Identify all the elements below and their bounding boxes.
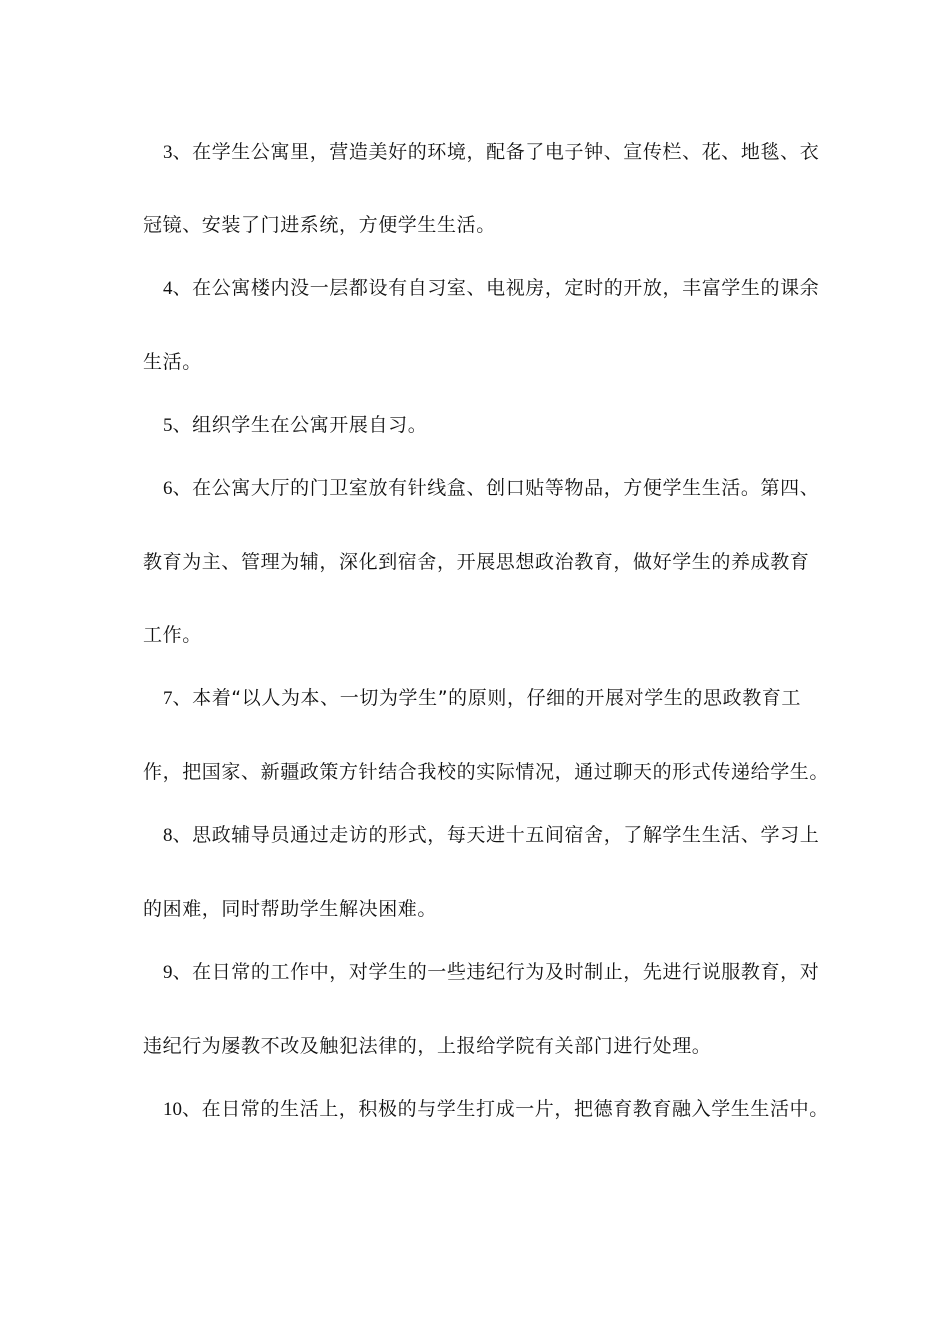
paragraph-text: 违纪行为屡教不改及触犯法律的，上报给学院有关部门进行处理。 xyxy=(143,1035,712,1057)
item-number: 9 xyxy=(163,962,173,983)
item-number: 6 xyxy=(163,478,173,499)
paragraph-6-line-1 xyxy=(163,475,819,501)
paragraph-text: 、组织学生在公寓开展自习。 xyxy=(172,414,428,436)
paragraph-6-line-3 xyxy=(143,622,202,648)
paragraph-3-line-1 xyxy=(163,139,819,165)
paragraph-9-line-2 xyxy=(143,1033,711,1059)
paragraph-3-line-2 xyxy=(143,212,496,238)
paragraph-text: 教育为主、管理为辅，深化到宿舍，开展思想政治教育，做好学生的养成教育 xyxy=(143,551,810,573)
paragraph-8-line-1 xyxy=(163,822,819,848)
item-number: 5 xyxy=(163,415,173,436)
paragraph-text: 、在日常的工作中，对学生的一些违纪行为及时制止，先进行说服教育，对 xyxy=(172,961,820,983)
paragraph-text: 、思政辅导员通过走访的形式，每天进十五间宿舍，了解学生生活、学习上 xyxy=(172,824,820,846)
paragraph-7-line-1 xyxy=(163,685,801,711)
paragraph-text: 生活。 xyxy=(143,351,202,373)
item-number: 10 xyxy=(163,1099,182,1120)
paragraph-text: 、在公寓大厅的门卫室放有针线盒、创口贴等物品，方便学生生活。第四、 xyxy=(172,477,820,499)
paragraph-text: 工作。 xyxy=(143,624,202,646)
paragraph-9-line-1 xyxy=(163,959,819,985)
paragraph-text: 作，把国家、新疆政策方针结合我校的实际情况，通过聊天的形式传递给学生。 xyxy=(143,761,830,783)
item-number: 4 xyxy=(163,278,173,299)
paragraph-text: 、在学生公寓里，营造美好的环境，配备了电子钟、宣传栏、花、地毯、衣 xyxy=(172,141,820,163)
paragraph-4-line-1 xyxy=(163,275,819,301)
paragraph-text: 冠镜、安装了门进系统，方便学生生活。 xyxy=(143,214,496,236)
paragraph-7-line-2 xyxy=(143,759,829,785)
item-number: 3 xyxy=(163,142,173,163)
paragraph-text: 的困难，同时帮助学生解决困难。 xyxy=(143,898,438,920)
paragraph-6-line-2 xyxy=(143,549,809,575)
paragraph-10-line-1 xyxy=(163,1096,829,1122)
paragraph-4-line-2 xyxy=(143,349,202,375)
paragraph-5-line-1 xyxy=(163,412,427,438)
paragraph-text: 、在公寓楼内没一层都设有自习室、电视房，定时的开放，丰富学生的课余 xyxy=(172,277,820,299)
item-number: 8 xyxy=(163,825,173,846)
paragraph-8-line-2 xyxy=(143,896,437,922)
paragraph-text: 、本着“以人为本、一切为学生”的原则，仔细的开展对学生的思政教育工 xyxy=(172,687,801,709)
paragraph-text: 、在日常的生活上，积极的与学生打成一片，把德育教育融入学生生活中。 xyxy=(182,1098,829,1120)
item-number: 7 xyxy=(163,688,173,709)
